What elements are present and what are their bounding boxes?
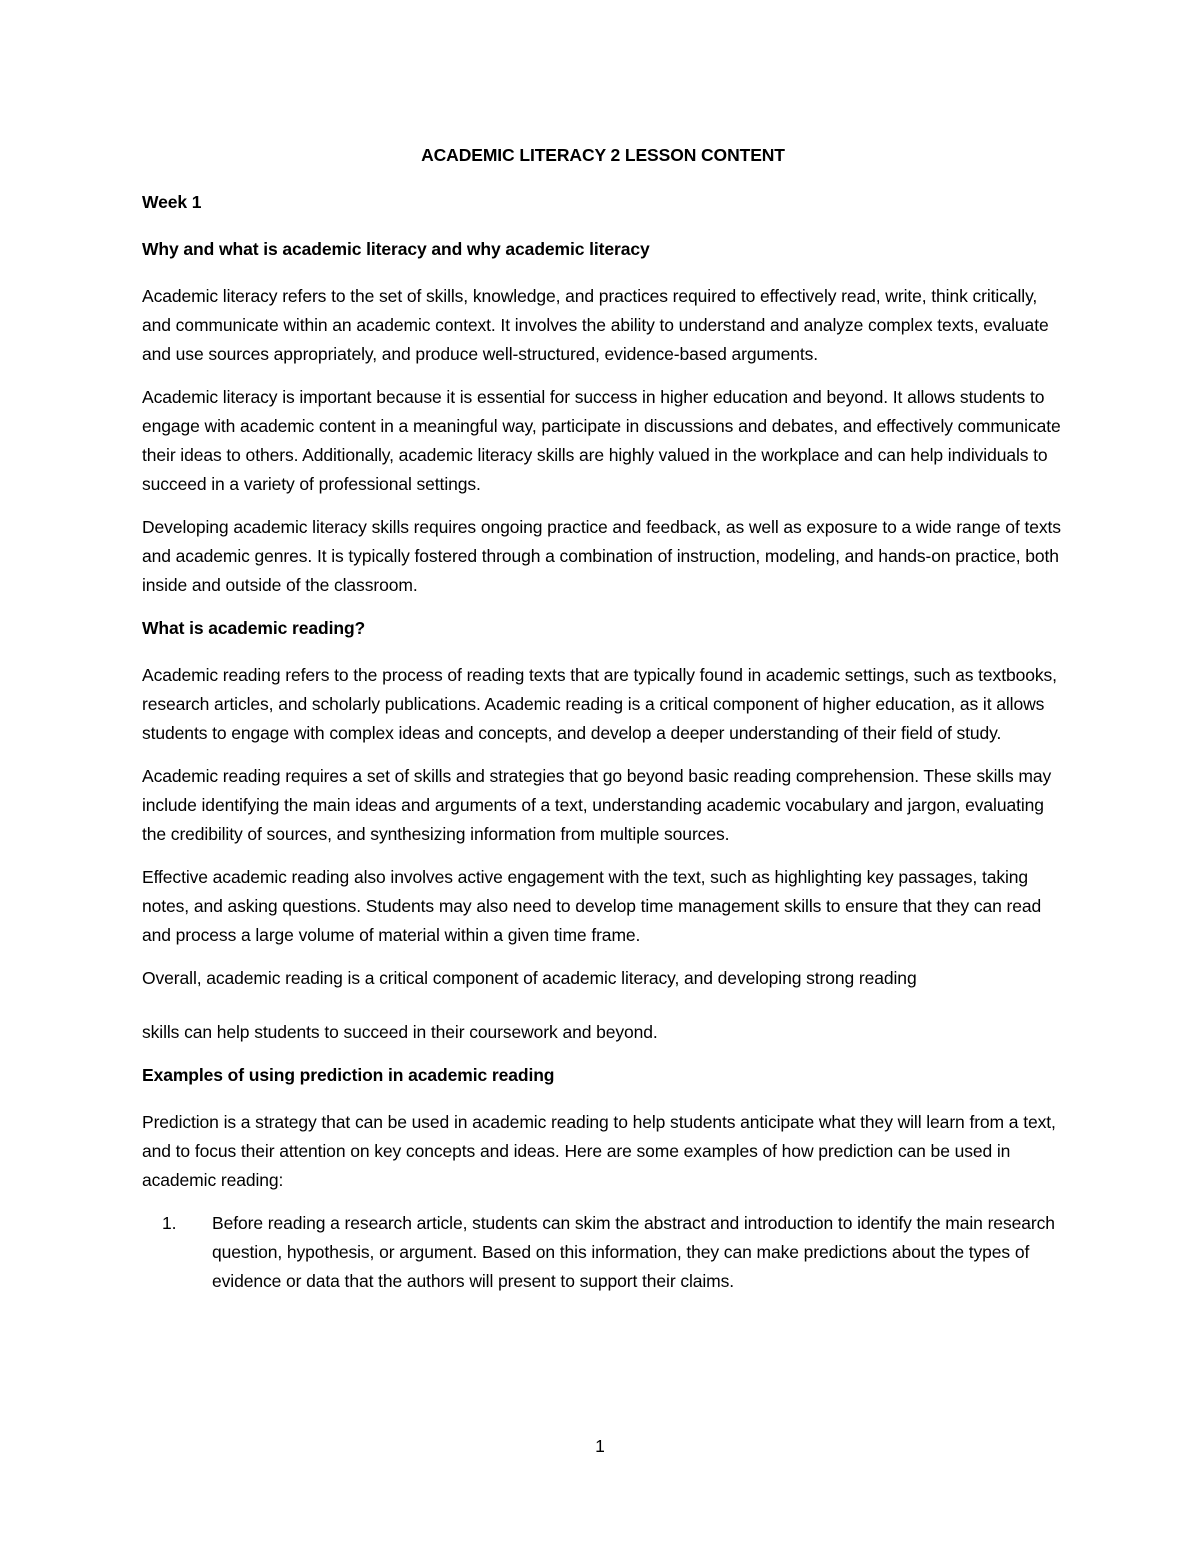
document-body	[142, 141, 1064, 1296]
paragraph: skills can help students to succeed in their coursework and beyond.	[142, 1022, 658, 1042]
list-item-text: Before reading a research article, students can skim the abstract and introduction to identify the main research question, hypothesis, or argument. Based on this information, they can make predictions about the types of evidence or data that the authors will present to support their claims.	[212, 1213, 1055, 1291]
paragraph: Prediction is a strategy that can be used in academic reading to help students anticipate what they will learn from a text, and to focus their attention on key concepts and ideas. Here are some examples of how prediction can be used in academic reading:	[142, 1112, 1056, 1190]
section-heading-prediction: Examples of using prediction in academic reading	[142, 1065, 555, 1085]
document-title: ACADEMIC LITERACY 2 LESSON CONTENT	[421, 145, 785, 165]
line-gap	[142, 993, 1064, 1018]
list-item	[142, 1209, 1064, 1296]
prediction-examples-list	[142, 1209, 1064, 1296]
paragraph: Academic reading refers to the process of reading texts that are typically found in academic settings, such as textbooks, research articles, and scholarly publications. Academic reading is a critical component of higher education, as it allows students to engage with complex ideas and concepts, and develop a deeper understanding of their field of study.	[142, 665, 1057, 743]
paragraph: Academic literacy is important because it is essential for success in higher education and beyond. It allows students to engage with academic content in a meaningful way, participate in discussions and debates, and effectively communicate their ideas to others. Additionally, academic literacy skills are highly valued in the workplace and can help individuals to succeed in a variety of professional settings.	[142, 387, 1061, 494]
paragraph: Overall, academic reading is a critical component of academic literacy, and developing strong reading	[142, 968, 917, 988]
section-heading-academic-literacy: Why and what is academic literacy and why academic literacy	[142, 239, 650, 259]
paragraph: Effective academic reading also involves active engagement with the text, such as highlighting key passages, taking notes, and asking questions. Students may also need to develop time management skills to ensure that they can read and process a large volume of material within a given time frame.	[142, 867, 1042, 945]
page-number: 1	[595, 1436, 605, 1456]
week-label: Week 1	[142, 192, 202, 212]
list-item-number: 1.	[162, 1213, 177, 1233]
paragraph: Academic reading requires a set of skills and strategies that go beyond basic reading comprehension. These skills may include identifying the main ideas and arguments of a text, understanding academic vocabulary and jargon, evaluating the credibility of sources, and synthesizing information from multiple sources.	[142, 766, 1052, 844]
section-heading-academic-reading: What is academic reading?	[142, 618, 366, 638]
paragraph: Developing academic literacy skills requires ongoing practice and feedback, as well as exposure to a wide range of texts and academic genres. It is typically fostered through a combination of instruction, modeling, and hands-on practice, both inside and outside of the classroom.	[142, 517, 1061, 595]
paragraph: Academic literacy refers to the set of skills, knowledge, and practices required to effectively read, write, think critically, and communicate within an academic context. It involves the ability to understand and analyze complex texts, evaluate and use sources appropriately, and produce well-structured, evidence-based arguments.	[142, 286, 1049, 364]
